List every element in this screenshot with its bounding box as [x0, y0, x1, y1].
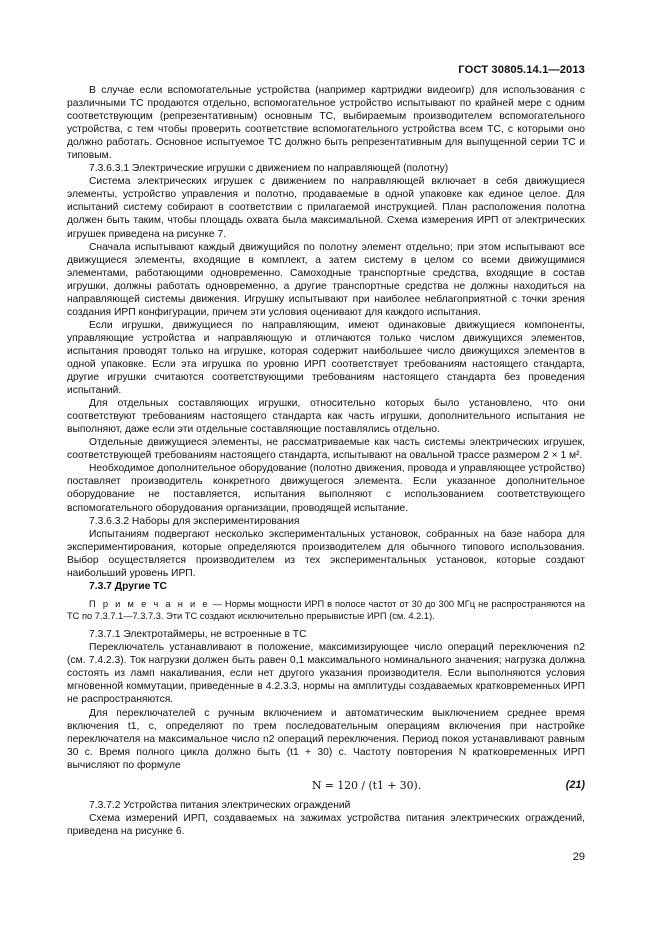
section-heading-bold: 7.3.7 Другие ТС [89, 580, 167, 592]
formula-expression: N = 120 / (t1 + 30). [312, 778, 422, 792]
paragraph: Система электрических игрушек с движением по направляющей включает в себя движущиеся элементы, устройство управления и полотно, продаваемые в одной упаковке как единое целое. Для испытаний систему собирают в соответствии с прилагаемой инструкцией. План расположения полотна должен быть таким, чтобы площадь охвата была максимальной. Схема измерения ИРП от электрических игрушек приведена на рисунке 7. [67, 176, 585, 240]
paragraph: Схема измерений ИРП, создаваемых на зажимах устройства питания электрических ограждений, приведена на рисунке 6. [67, 812, 585, 837]
section-heading: 7.3.7.2 Устройства питания электрических ограждений [89, 799, 351, 811]
section-heading: 7.3.6.3.2 Наборы для экспериментирования [89, 515, 300, 527]
paragraph: Сначала испытывают каждый движущийся по полотну элемент отдельно; при этом испытывают все движущиеся элементы, входящие в комплект, а затем систему в целом со всеми движущимися элементами, работающими одновременно. Самоходные транспортные средства, входящие в состав игрушки, должны работать одновременно, а другие транспортные средства не должны находиться на направляющей системы движения. Игрушку испытывают при наиболее неблагоприятной с точки зрения создания ИРП конфигурации, причем эти условия оценивают для каждого испытания. [67, 241, 585, 318]
page-body [67, 84, 585, 838]
section-heading: 7.3.7.1 Электротаймеры, не встроенные в ТС [89, 629, 307, 641]
formula-number: (21) [565, 778, 585, 791]
paragraph: Переключатель устанавливают в положение, максимизирующее число операций переключения n2 (см. 7.4.2.3). Ток нагрузки должен быть равен 0,1 максимального номинального значения; нагрузка должна состоять из ламп накаливания, если нет другого указания производителя. Если выполняются условия мгновенной коммутации, приведенные в 4.2.3.3, нормы на амплитуды создаваемых кратковременных ИРП не распространяются. [67, 642, 585, 706]
formula-21 [67, 778, 585, 795]
section-heading: 7.3.6.3.1 Электрические игрушки с движением по направляющей (полотну) [89, 163, 449, 175]
paragraph: Испытаниям подвергают несколько экспериментальных установок, собранных на базе набора для экспериментирования, которые определяются производителем для обычного типового использования. Выбор осуществляется производителем из тех экспериментальных установок, которые создают наибольший уровень ИРП. [67, 528, 585, 579]
note-label: П р и м е ч а н и е [89, 598, 210, 609]
paragraph: Для отдельных составляющих игрушки, относительно которых было установлено, что они соответствуют требованиям настоящего стандарта как часть игрушки, дополнительного испытания не выполняют, даже если эти отдельные составляющие поставлялись отдельно. [67, 398, 585, 436]
paragraph: Необходимое дополнительное оборудование (полотно движения, провода и управляющее устройство) поставляет производитель конкретного движущегося элемента. Если указанное дополнительное оборудование не поставляется, испытания выполняют с использованием соответствующего вспомогательного оборудования организации, проводящей испытание. [67, 463, 585, 514]
document-id-header: ГОСТ 30805.14.1—2013 [458, 64, 585, 76]
note [67, 598, 585, 622]
paragraph: Отдельные движущиеся элементы, не рассматриваемые как часть системы электрических игрушек, соответствующей требованиям настоящего стандарта, испытывают на овальной трассе размером 2 × 1 м². [67, 437, 585, 462]
note-text: — Нормы мощности ИРП в полосе частот от 30 до 300 МГц не распространяются на ТС по 7.3.7.1—7.3.7.3. Эти ТС создают исключительно прерывистые ИРП (см. 4.2.1). [67, 598, 585, 622]
page-number: 29 [572, 851, 585, 863]
paragraph: В случае если вспомогательные устройства (например картриджи видеоигр) для использования с различными ТС продаются отдельно, вспомогательное устройство испытывают по крайней мере с одним соответствующим (репрезентативным) основным ТС, выбираемым производителем вспомогательного устройства, с тем чтобы проверить соответствие вспомогательного устройства всем ТС, с которыми оно должно работать. Основное испытуемое ТС должно быть репрезентативным для выпущенной серии ТС и типовым. [67, 85, 585, 162]
paragraph: Для переключателей с ручным включением и автоматическим выключением среднее время включения t1, с, определяют по трем последовательным операциям включения при настройке переключателя на максимальное число n2 операций переключения. Период покоя устанавливают равным 30 с. Время полного цикла должно быть (t1 + 30) с. Частоту повторения N кратковременных ИРП вычисляют по формуле [67, 707, 585, 771]
paragraph: Если игрушки, движущиеся по направляющим, имеют одинаковые движущиеся компоненты, управляющие устройства и направляющую и отличаются только числом движущихся элементов, испытания проводят только на игрушке, которая содержит наибольшее число движущихся элементов в одной упаковке. Если эта игрушка по уровню ИРП соответствует требованиям настоящего стандарта, другие игрушки считаются соответствующими требованиям настоящего стандарта без проведения испытаний. [67, 319, 585, 397]
